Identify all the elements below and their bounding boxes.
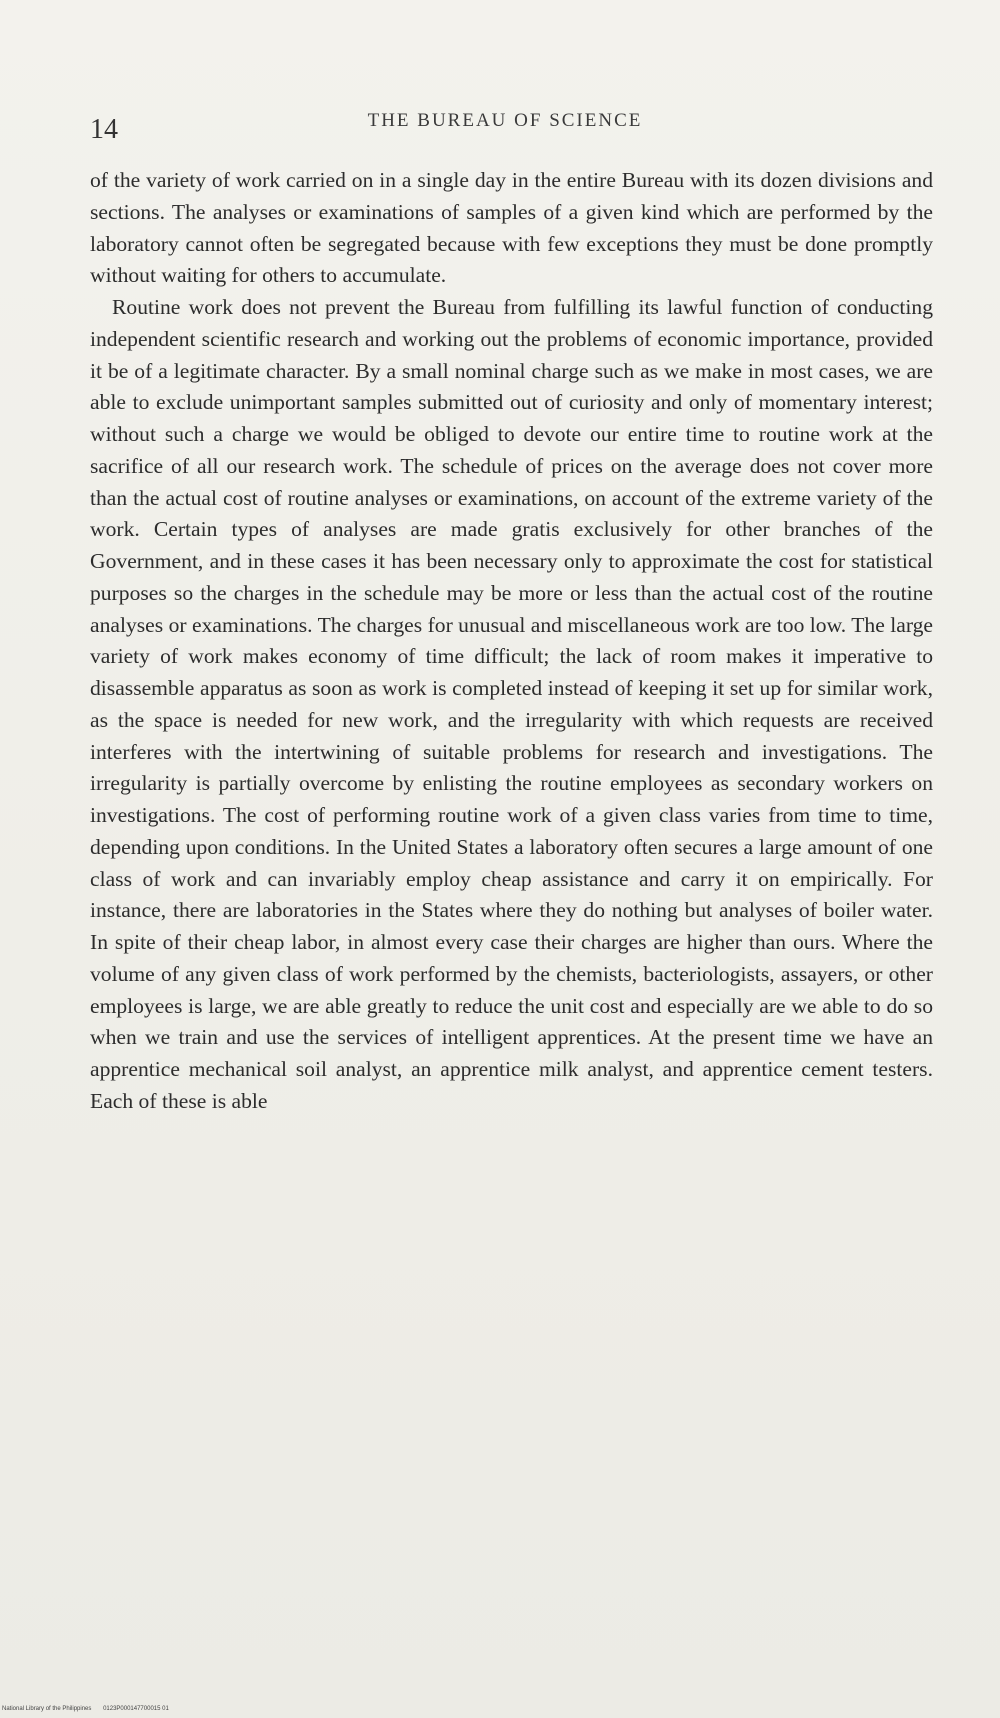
page-footer xyxy=(2,1706,179,1712)
body-text xyxy=(90,165,933,1118)
page-header xyxy=(90,108,920,148)
paragraph-routine-work: Routine work does not prevent the Bureau from fulfilling its lawful function of conducting independent scientific research and working out the problems of economic importance, provided it be of a legitimate character. By a small nominal charge such as we make in most cases, we are able to exclude unimportant samples submitted out of curiosity and only of momentary interest; without such a charge we would be obliged to devote our entire time to routine work at the sacrifice of all our research work. The schedule of prices on the average does not cover more than the actual cost of routine analyses or examinations, on account of the extreme variety of the work. Certain types of analyses are made gratis exclusively for other branches of the Government, and in these cases it has been necessary only to approximate the cost for statistical purposes so the charges in the schedule may be more or less than the actual cost of the routine analyses or examinations. The charges for unusual and miscellaneous work are too low. The large variety of work makes economy of time difficult; the lack of room makes it imperative to disassemble apparatus as soon as work is completed instead of keeping it set up for similar work, as the space is needed for new work, and the irregularity with which requests are received interferes with the intertwining of suitable problems for research and investigations. The irregularity is partially overcome by enlisting the routine employees as secondary workers on investigations. The cost of performing routine work of a given class varies from time to time, depending upon conditions. In the United States a laboratory often secures a large amount of one class of work and can invariably employ cheap assistance and carry it on empirically. For instance, there are laboratories in the States where they do nothing but analyses of boiler water. In spite of their cheap labor, in almost every case their charges are higher than ours. Where the volume of any given class of work performed by the chemists, bacteriologists, assayers, or other employees is large, we are able greatly to reduce the unit cost and especially are we able to do so when we train and use the services of intelligent apprentices. At the present time we have an apprentice mechanical soil analyst, an apprentice milk analyst, and apprentice cement testers. Each of these is able xyxy=(90,295,933,1113)
paragraph-continued: of the variety of work carried on in a single day in the entire Bureau with its dozen divisions and sections. The analyses or examinations of samples of a given kind which are performed by the laboratory cannot often be segregated because with few exceptions they must be done promptly without waiting for others to accumulate. xyxy=(90,168,933,288)
page-number: 14 xyxy=(90,114,118,145)
footer-code: 0123P000147700015 01 xyxy=(103,1706,169,1712)
footer-library: National Library of the Philippines xyxy=(2,1706,92,1712)
running-head: THE BUREAU OF SCIENCE xyxy=(367,110,643,131)
